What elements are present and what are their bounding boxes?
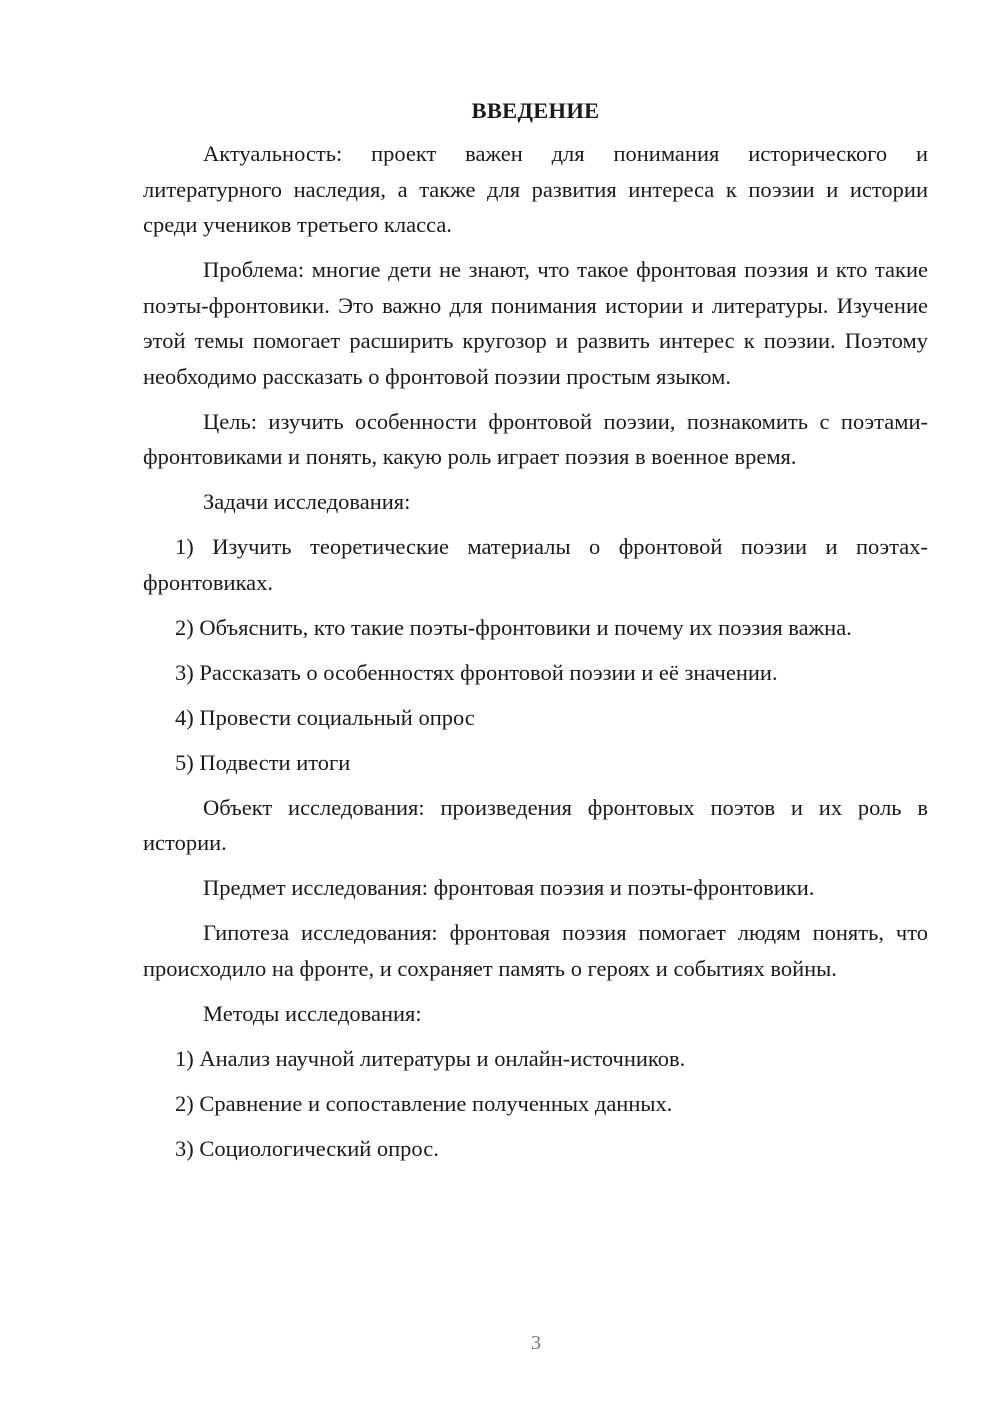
task-item-1: 1) Изучить теоретические материалы о фронтовой поэзии и поэтах-фронтовиках.: [143, 534, 928, 595]
paragraph-tasks-heading: Задачи исследования:: [203, 489, 411, 514]
task-item-5: 5) Подвести итоги: [175, 749, 351, 775]
page-number: 3: [531, 1332, 541, 1354]
method-item-1: 1) Анализ научной литературы и онлайн-источников.: [175, 1045, 686, 1071]
method-item-2: 2) Сравнение и сопоставление полученных данных.: [175, 1090, 673, 1116]
paragraph-subject: Предмет исследования: фронтовая поэзия и поэты-фронтовики.: [203, 875, 815, 900]
paragraph-relevance: Актуальность: проект важен для понимания исторического и литературного наследия, а также для развития интереса к поэзии и истории среди учеников третьего класса.: [143, 141, 928, 237]
paragraph-object: Объект исследования: произведения фронтовых поэтов и их роль в истории.: [143, 794, 928, 855]
method-item-3: 3) Социологический опрос.: [175, 1135, 439, 1161]
page-content: [143, 92, 928, 1176]
task-item-4: 4) Провести социальный опрос: [175, 704, 475, 730]
paragraph-hypothesis: Гипотеза исследования: фронтовая поэзия помогает людям понять, что происходило на фронте, и сохраняет память о героях и событиях войны.: [143, 920, 928, 981]
paragraph-goal: Цель: изучить особенности фронтовой поэзии, познакомить с поэтами-фронтовиками и понять, какую роль играет поэзия в военное время.: [143, 408, 928, 469]
paragraph-problem: Проблема: многие дети не знают, что такое фронтовая поэзия и кто такие поэты-фронтовики. Это важно для понимания истории и литературы. Изучение этой темы помогает расширить кругозор и развить интерес к поэзии. Поэтому необходимо рассказать о фронтовой поэзии простым языком.: [143, 257, 928, 389]
task-item-3: 3) Рассказать о особенностях фронтовой поэзии и её значении.: [175, 659, 778, 685]
paragraph-methods-heading: Методы исследования:: [203, 1000, 422, 1026]
task-item-2: 2) Объяснить, кто такие поэты-фронтовики и почему их поэзия важна.: [175, 614, 852, 640]
section-heading: ВВЕДЕНИЕ: [471, 98, 600, 123]
